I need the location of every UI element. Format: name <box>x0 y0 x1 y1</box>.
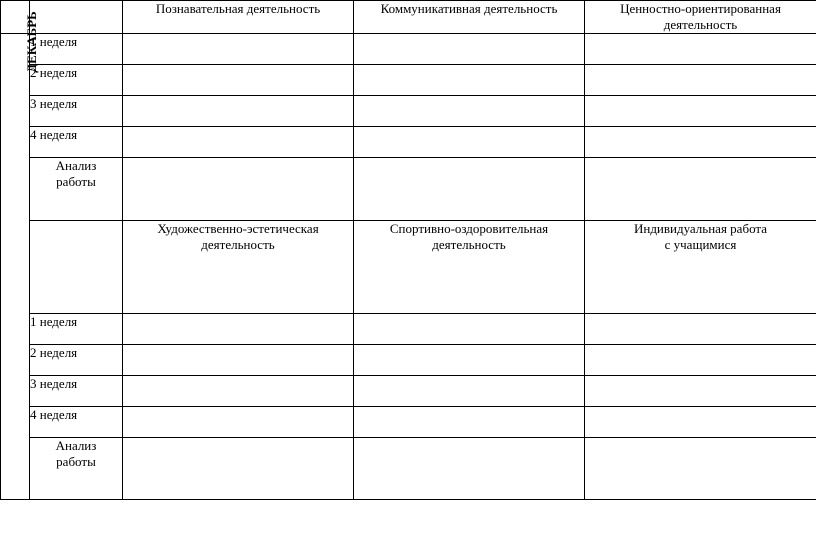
entry-cell[interactable] <box>123 376 354 407</box>
entry-cell[interactable] <box>585 438 816 500</box>
week-label: 1 неделя <box>30 314 123 345</box>
analysis-line: Анализ <box>55 438 97 453</box>
table-row <box>1 407 816 438</box>
header-line: Спортивно-оздоровительная <box>389 221 549 236</box>
header-individual-work <box>585 221 816 314</box>
analysis-line: Анализ <box>55 158 97 173</box>
header-communicative: Коммуникативная деятельность <box>354 1 585 34</box>
header-value-oriented: Ценностно-ориентированная деятельность <box>585 1 816 34</box>
entry-cell[interactable] <box>354 407 585 438</box>
header-row-top <box>1 1 816 34</box>
month-cell <box>1 11 39 500</box>
entry-cell[interactable] <box>354 127 585 158</box>
entry-cell[interactable] <box>585 158 816 221</box>
header-row-bottom <box>1 221 816 314</box>
entry-cell[interactable] <box>354 376 585 407</box>
entry-cell[interactable] <box>123 65 354 96</box>
entry-cell[interactable] <box>123 158 354 221</box>
header-line: Индивидуальная работа <box>633 221 768 236</box>
week-label: 4 неделя <box>30 407 123 438</box>
entry-cell[interactable] <box>354 96 585 127</box>
entry-cell[interactable] <box>354 158 585 221</box>
table-row <box>1 158 816 221</box>
entry-cell[interactable] <box>354 65 585 96</box>
header-line: деятельность <box>432 237 506 252</box>
table-row <box>1 314 816 345</box>
analysis-line: работы <box>56 174 96 189</box>
entry-cell[interactable] <box>585 65 816 96</box>
header-artistic <box>123 221 354 314</box>
header-line: деятельность <box>201 237 275 252</box>
entry-cell[interactable] <box>585 34 816 65</box>
header-line: с учащимися <box>664 237 737 252</box>
week-label: 3 неделя <box>30 376 123 407</box>
table-row <box>1 438 816 500</box>
entry-cell[interactable] <box>354 345 585 376</box>
entry-cell[interactable] <box>123 407 354 438</box>
corner-cell <box>30 1 123 34</box>
entry-cell[interactable] <box>123 438 354 500</box>
week-label: 4 неделя <box>30 127 123 158</box>
header-line: Художественно-эстетическая <box>157 221 319 236</box>
week-label: 2 неделя <box>30 65 123 96</box>
entry-cell[interactable] <box>123 345 354 376</box>
entry-cell[interactable] <box>354 314 585 345</box>
table-row <box>1 65 816 96</box>
week-label: 2 неделя <box>30 345 123 376</box>
analysis-label <box>30 158 123 221</box>
entry-cell[interactable] <box>585 376 816 407</box>
entry-cell[interactable] <box>354 34 585 65</box>
entry-cell[interactable] <box>585 96 816 127</box>
entry-cell[interactable] <box>585 314 816 345</box>
entry-cell[interactable] <box>123 127 354 158</box>
table-row <box>1 127 816 158</box>
entry-cell[interactable] <box>123 314 354 345</box>
week-label: 3 неделя <box>30 96 123 127</box>
week-label: 1 неделя <box>30 34 123 65</box>
entry-cell[interactable] <box>585 127 816 158</box>
entry-cell[interactable] <box>354 438 585 500</box>
header-cognitive: Познавательная деятельность <box>123 1 354 34</box>
month-label: ДЕКАБРЬ <box>23 11 39 73</box>
entry-cell[interactable] <box>123 34 354 65</box>
table-row <box>1 345 816 376</box>
blank-cell <box>30 221 123 314</box>
table-row <box>1 376 816 407</box>
entry-cell[interactable] <box>585 345 816 376</box>
entry-cell[interactable] <box>123 96 354 127</box>
analysis-label <box>30 438 123 500</box>
analysis-line: работы <box>56 454 96 469</box>
entry-cell[interactable] <box>585 407 816 438</box>
table-row <box>1 96 816 127</box>
header-sport <box>354 221 585 314</box>
table-row <box>1 34 816 65</box>
